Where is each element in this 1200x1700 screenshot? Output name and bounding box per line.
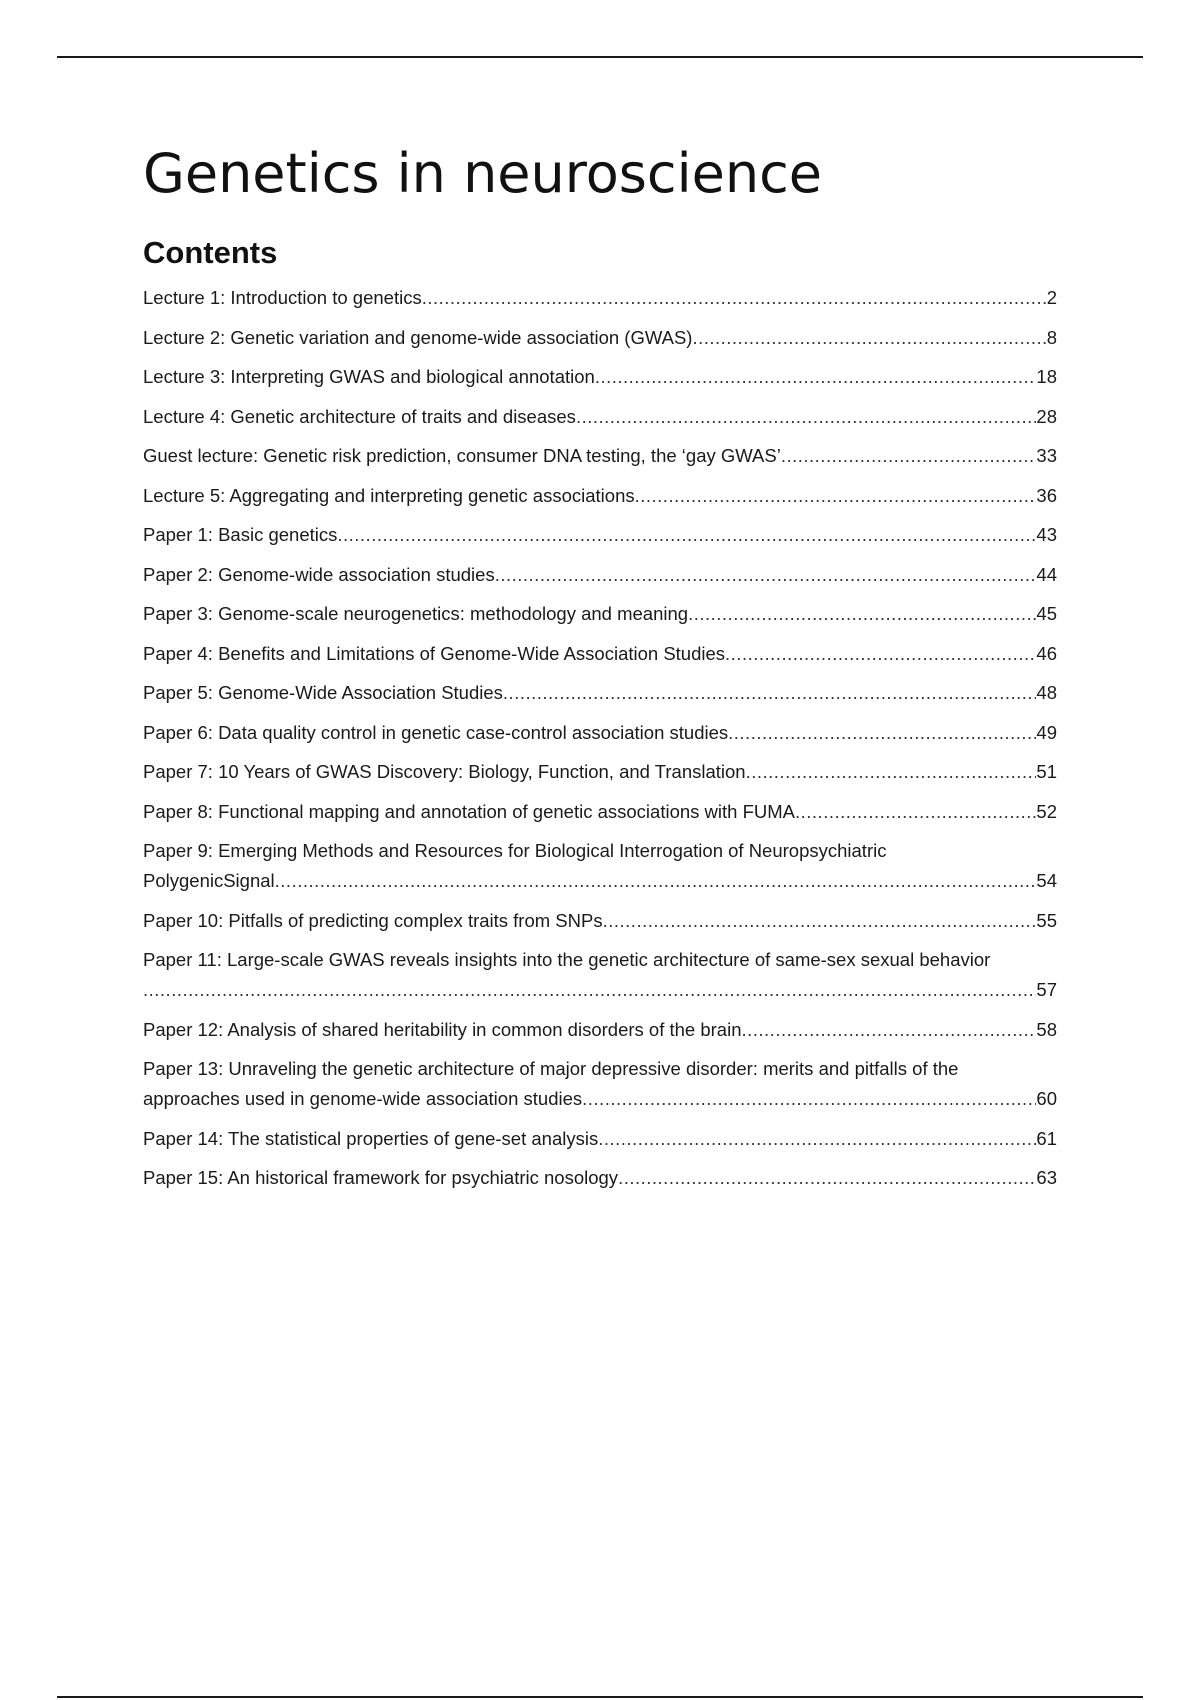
toc-page-number: 8 (1046, 326, 1057, 348)
dot-leader (795, 797, 1036, 827)
toc-entry-text: Paper 5: Genome-Wide Association Studies (143, 682, 503, 703)
toc-entry-text: Lecture 5: Aggregating and interpreting genetic associations (143, 484, 635, 506)
dot-leader (603, 906, 1037, 936)
dot-leader (688, 599, 1036, 629)
toc-page-number: 46 (1036, 642, 1057, 664)
toc-entry-lecture-4[interactable] (143, 402, 1057, 432)
toc-entry-guest-lecture[interactable] (143, 441, 1057, 471)
dot-leader (728, 718, 1036, 748)
toc-entry-text: Paper 15: An historical framework for psychiatric nosology (143, 1167, 619, 1188)
toc-entry-paper-2[interactable] (143, 560, 1057, 590)
toc-page-number: 63 (1036, 1167, 1057, 1188)
toc-page-number: 57 (1036, 979, 1057, 1000)
toc-entry-text: Paper 8: Functional mapping and annotation of genetic associations with FUMA (143, 800, 795, 822)
toc-entry-text: Lecture 1: Introduction to genetics (143, 287, 422, 308)
dot-leader (595, 362, 1037, 392)
toc-page-number: 48 (1036, 682, 1057, 703)
toc-entry-paper-11[interactable] (143, 945, 1057, 1005)
toc-entry-text: Paper 10: Pitfalls of predicting complex traits from SNPs (143, 909, 603, 931)
dot-leader (725, 639, 1036, 669)
table-of-contents (143, 283, 1057, 1193)
header-rule (57, 56, 1143, 58)
dot-leader (275, 866, 1037, 896)
toc-entry-text: Lecture 4: Genetic architecture of traits and diseases (143, 405, 576, 427)
toc-entry-text: Paper 2: Genome-wide association studies (143, 563, 495, 585)
dot-leader (635, 481, 1037, 511)
toc-entry-text: Guest lecture: Genetic risk prediction, consumer DNA testing, the ‘gay GWAS’ (143, 445, 781, 466)
toc-entry-paper-14[interactable] (143, 1124, 1057, 1154)
toc-entry-text: Lecture 2: Genetic variation and genome-wide association (GWAS) (143, 326, 693, 348)
dot-leader (741, 1015, 1036, 1045)
toc-entry-paper-10[interactable] (143, 906, 1057, 936)
toc-entry-lecture-5[interactable] (143, 481, 1057, 511)
toc-entry-text: Paper 11: Large-scale GWAS reveals insights into the genetic architecture of same-sex sexual behavior (143, 949, 991, 970)
toc-entry-lecture-3[interactable] (143, 362, 1057, 392)
toc-page-number: 49 (1036, 721, 1057, 743)
toc-entry-text-continued: PolygenicSignal (143, 870, 275, 891)
toc-page-number: 2 (1046, 287, 1057, 308)
toc-entry-paper-9[interactable] (143, 836, 1057, 896)
toc-entry-paper-3[interactable] (143, 599, 1057, 629)
toc-entry-text: Paper 9: Emerging Methods and Resources for Biological Interrogation of Neuropsychiatric (143, 840, 887, 861)
dot-leader (781, 441, 1037, 471)
dot-leader (692, 323, 1046, 353)
footer-rule (57, 1696, 1143, 1698)
toc-entry-text-continued: approaches used in genome-wide association studies (143, 1088, 583, 1109)
toc-page-number: 36 (1036, 484, 1057, 506)
dot-leader (618, 1163, 1036, 1193)
dot-leader (598, 1124, 1036, 1154)
document-body (143, 132, 1057, 1203)
dot-leader (495, 560, 1037, 590)
toc-entry-paper-1[interactable] (143, 520, 1057, 550)
toc-page-number: 18 (1036, 366, 1057, 387)
toc-entry-paper-12[interactable] (143, 1015, 1057, 1045)
document-title: Genetics in neuroscience (143, 142, 822, 205)
dot-leader (143, 975, 1036, 1005)
toc-page-number: 60 (1036, 1088, 1057, 1109)
toc-entry-text: Paper 7: 10 Years of GWAS Discovery: Biology, Function, and Translation (143, 761, 746, 782)
toc-page-number: 43 (1036, 524, 1057, 545)
toc-page-number: 44 (1036, 563, 1057, 585)
toc-page-number: 51 (1036, 761, 1057, 782)
toc-page-number: 28 (1036, 405, 1057, 427)
toc-entry-text: Paper 13: Unraveling the genetic architecture of major depressive disorder: merits and pitfalls of the (143, 1058, 959, 1079)
toc-heading: Contents (143, 235, 278, 270)
toc-page-number: 58 (1036, 1018, 1057, 1040)
toc-entry-paper-6[interactable] (143, 718, 1057, 748)
toc-entry-text: Paper 1: Basic genetics (143, 524, 338, 545)
toc-entry-paper-13[interactable] (143, 1054, 1057, 1114)
toc-page-number: 61 (1036, 1127, 1057, 1149)
toc-page-number: 54 (1036, 870, 1057, 891)
toc-entry-text: Paper 6: Data quality control in genetic case-control association studies (143, 721, 729, 743)
toc-page-number: 45 (1036, 603, 1057, 624)
toc-entry-paper-7[interactable] (143, 757, 1057, 787)
dot-leader (746, 757, 1037, 787)
toc-entry-paper-15[interactable] (143, 1163, 1057, 1193)
dot-leader (503, 678, 1037, 708)
toc-entry-lecture-1[interactable] (143, 283, 1057, 313)
toc-entry-text: Lecture 3: Interpreting GWAS and biological annotation (143, 366, 595, 387)
toc-entry-text: Paper 14: The statistical properties of gene-set analysis (143, 1127, 599, 1149)
dot-leader (582, 1084, 1036, 1114)
toc-entry-text: Paper 4: Benefits and Limitations of Genome-Wide Association Studies (143, 642, 726, 664)
dot-leader (422, 283, 1047, 313)
dot-leader (337, 520, 1036, 550)
toc-page-number: 55 (1036, 909, 1057, 931)
dot-leader (576, 402, 1036, 432)
toc-entry-lecture-2[interactable] (143, 323, 1057, 353)
toc-entry-text: Paper 12: Analysis of shared heritability in common disorders of the brain (143, 1018, 742, 1040)
toc-entry-paper-4[interactable] (143, 639, 1057, 669)
toc-entry-paper-8[interactable] (143, 797, 1057, 827)
toc-page-number: 33 (1036, 445, 1057, 466)
toc-entry-text: Paper 3: Genome-scale neurogenetics: methodology and meaning (143, 603, 689, 624)
toc-entry-paper-5[interactable] (143, 678, 1057, 708)
toc-page-number: 52 (1036, 800, 1057, 822)
